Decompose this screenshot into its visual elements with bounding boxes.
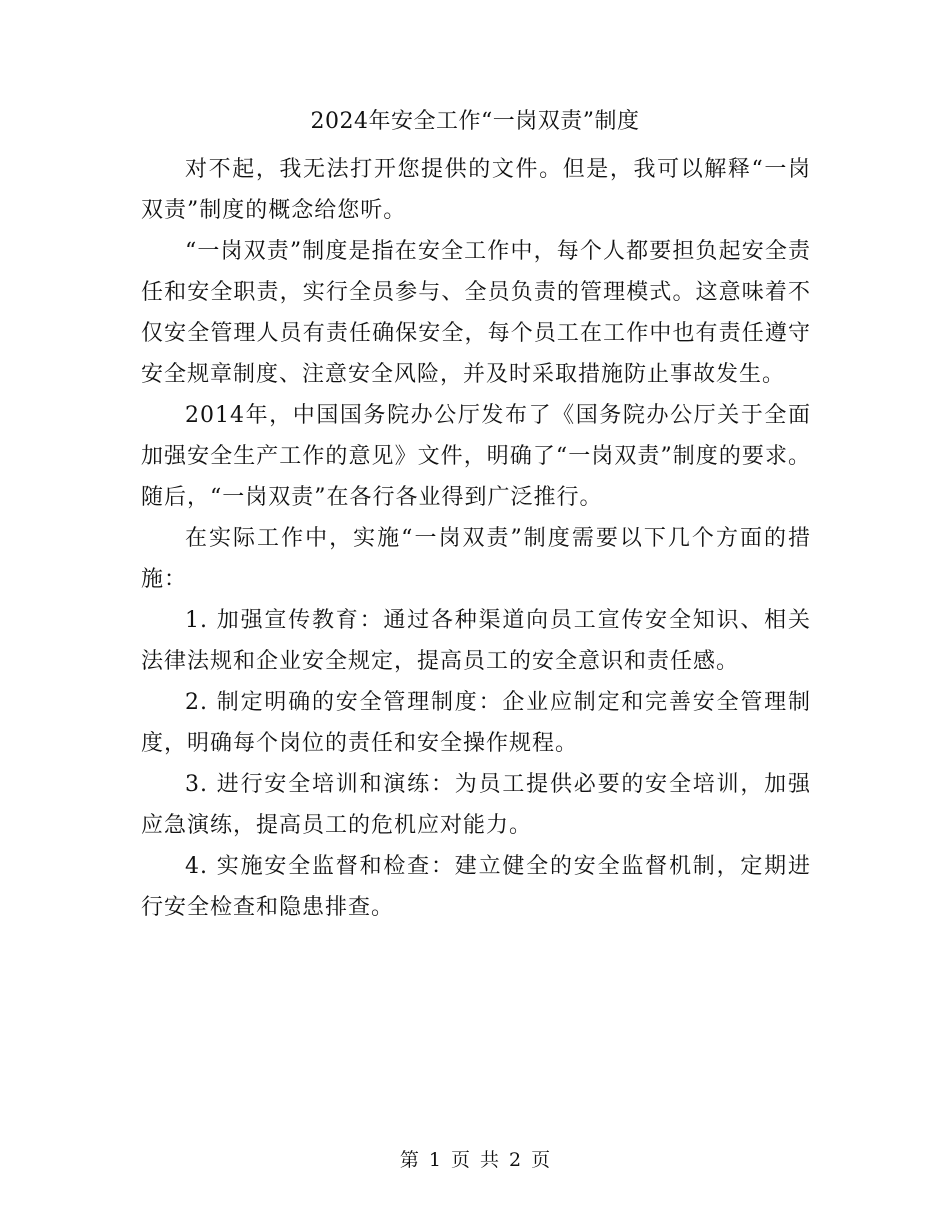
list-item-measure-2: 2. 制定明确的安全管理制度：企业应制定和完善安全管理制度，明确每个岗位的责任和安全操作规程。 <box>141 690 811 756</box>
list-item-measure-3: 3. 进行安全培训和演练：为员工提供必要的安全培训，加强应急演练，提高员工的危机应对能力。 <box>141 772 811 838</box>
paragraph-definition: “一岗双责”制度是指在安全工作中，每个人都要担负起安全责任和安全职责，实行全员参与、全员负责的管理模式。这意味着不仅安全管理人员有责任确保安全，每个员工在工作中也有责任遵守安全规章制度、注意安全风险，并及时采取措施防止事故发生。 <box>141 239 811 387</box>
paragraph-measures-intro: 在实际工作中，实施“一岗双责”制度需要以下几个方面的措施： <box>141 526 811 592</box>
list-item-measure-1: 1. 加强宣传教育：通过各种渠道向员工宣传安全知识、相关法律法规和企业安全规定，提高员工的安全意识和责任感。 <box>141 608 811 674</box>
paragraph-history: 2014年，中国国务院办公厅发布了《国务院办公厅关于全面加强安全生产工作的意见》文件，明确了“一岗双责”制度的要求。随后，“一岗双责”在各行各业得到广泛推行。 <box>141 403 811 510</box>
document-title: 2024年安全工作“一岗双责”制度 <box>310 109 640 134</box>
list-item-measure-4: 4. 实施安全监督和检查：建立健全的安全监督机制，定期进行安全检查和隐患排查。 <box>141 854 811 920</box>
paragraph-intro: 对不起，我无法打开您提供的文件。但是，我可以解释“一岗双责”制度的概念给您听。 <box>141 157 811 223</box>
document-body <box>141 149 811 928</box>
page-number-footer: 第 1 页 共 2 页 <box>399 1149 551 1171</box>
